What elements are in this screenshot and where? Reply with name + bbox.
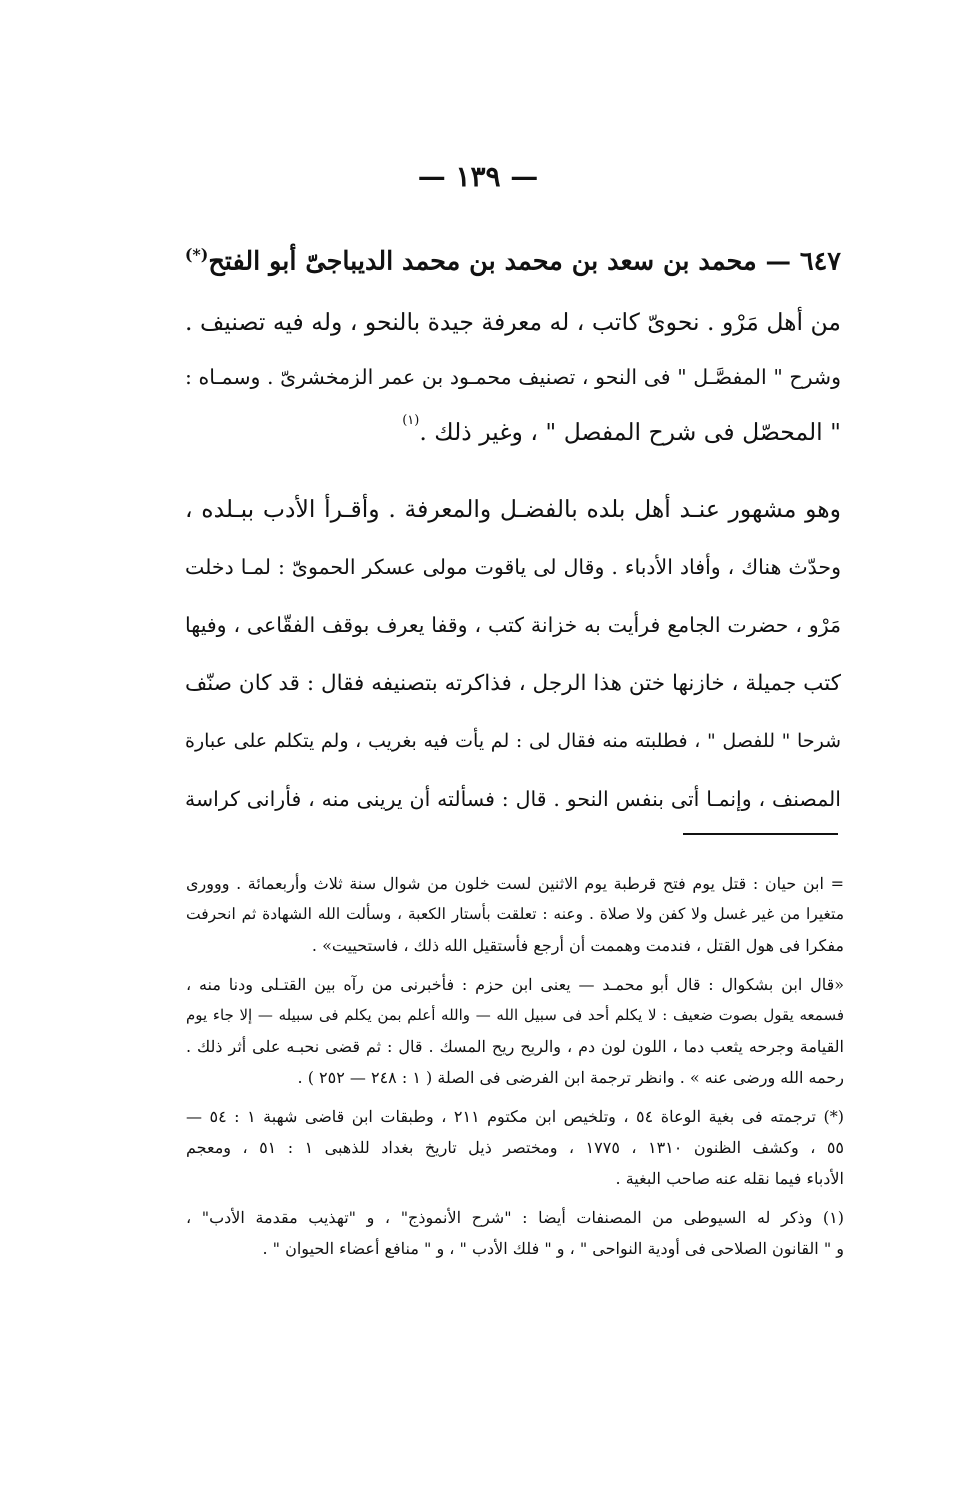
entry-heading-text: ٦٤٧ — محمد بن سعد بن محمد بن محمد الديباجىّ أبو الفتح bbox=[208, 246, 841, 277]
footnote-separator bbox=[683, 833, 838, 835]
footnote-continued bbox=[186, 868, 844, 961]
footnote-line: و " القانون الصلاحى فى أودية النواحى " ، و " فلك الأدب " ، و " منافع أعضاء الحيوان " . bbox=[262, 1239, 844, 1258]
footnote-line: ٥٥ ، وكشف الظنون ١٣١٠ ، ١٧٧٥ ، ومختصر ذيل تاريخ بغداد للذهبى ١ : ٥١ ، ومعجم bbox=[186, 1138, 845, 1157]
footnote-1 bbox=[186, 1202, 844, 1264]
paragraph-2-line: وهو مشهور عنـد أهل بلده بالفضـل والمعرفة . وأقـرأ الأدب ببـلده ، bbox=[185, 494, 841, 523]
footnotes bbox=[186, 868, 844, 1272]
footnote-line: = ابن حيان : قتل يوم فتح قرطبة يوم الاثنين لست خلون من شوال سنة ثلاث وأربعمائة . ووورى bbox=[186, 874, 844, 893]
paragraph-1-last-text: " المحصّل فى شرح المفصل " ، وغير ذلك . bbox=[419, 417, 841, 446]
footnote-line: (*) ترجمته فى بغية الوعاة ٥٤ ، وتلخيص ابن مكتوم ٢١١ ، وطبقات ابن قاضى شهبة ١ : ٥٤ — bbox=[186, 1107, 844, 1126]
footnote-line: فسمعه يقول بصوت ضعيف : لا يكلم أحد فى سبيل الله — والله أعلم بمن يكلم فى سبيله — إلا جاء يوم bbox=[186, 1006, 844, 1024]
page-number: — ١٣٩ — bbox=[417, 160, 539, 193]
main-text bbox=[185, 230, 841, 830]
heading-footnote-marker: (*) bbox=[184, 245, 209, 264]
paragraph-2-line: كتب جميلة ، خازنها ختن هذا الرجل ، فذاكرته بتصنيفه فقال : قد كان صنّف bbox=[185, 670, 841, 696]
footnote-line: مفكرا فى هول القتل ، فندمت وهممت أن أرجع فأستقيل الله ذلك ، فاستحييت» . bbox=[311, 936, 844, 955]
paragraph-2-line: المصنف ، وإنمـا أتى بنفس النحو . قال : فسألته أن يرينى منه ، فأرانى كراسة bbox=[185, 786, 841, 811]
paragraph-2-line: وحدّث هناك ، وأفاد الأدباء . وقال لى ياقوت مولى عسكر الحموىّ : لمـا دخلت bbox=[185, 554, 841, 579]
footnote-line: رحمه الله ورضى عنه » . وانظر ترجمة ابن الفرضى فى الصلة ( ١ : ٢٤٨ — ٢٥٢ ) . bbox=[297, 1068, 844, 1087]
footnote-line: القيامة وجرحه يثعب دما ، اللون لون دم ، والريح ريح المسك . قال : ثم قضى نحبـه على أثر ذلك . bbox=[186, 1037, 844, 1056]
paragraph-1-line bbox=[185, 405, 841, 460]
paragraph-1-line: وشرح " المفصَّـل " فى النحو ، تصنيف محمـود بن عمر الزمخشرىّ . وسمـاه : bbox=[185, 364, 841, 389]
paragraph-2-line: شرحا " للفصل " ، فطلبته منه فقال لى : لم يأت فيه بغريب ، ولم يتكلم على عبارة bbox=[185, 729, 841, 752]
entry-heading bbox=[185, 230, 841, 287]
paragraph-2 bbox=[185, 482, 841, 830]
footnote-line: متغيرا من غير غسل ولا كفن ولا صلاة . وعنه : تعلقت بأستار الكعبة ، وسألت الله الشهادة ثم انحرفت bbox=[186, 905, 844, 923]
footnote-star bbox=[186, 1101, 844, 1194]
paragraph-1-line: من أهل مَرْو . نحوىّ كاتب ، له معرفة جيدة بالنحو ، وله فيه تصنيف . bbox=[185, 307, 841, 336]
paragraph-2-line: مَرْو ، حضرت الجامع فرأيت به خزانة كتب ، وقفا يعرف بوقف الفقّاعى ، وفيها bbox=[185, 612, 841, 637]
footnote-ibn-bashkuwal bbox=[186, 969, 844, 1093]
footnote-line: «قال ابن بشكوال : قال أبو محمـد — يعنى ابن حزم : فأخبرنى من رآه بين القتـلى ودنا منه ، bbox=[186, 975, 845, 994]
paragraph-1 bbox=[185, 295, 841, 460]
footnote-marker-1: (١) bbox=[402, 412, 420, 428]
footnote-line: الأدباء فيما نقله عنه صاحب البغية . bbox=[615, 1169, 844, 1188]
footnote-line: (١) وذكر له السيوطى من المصنفات أيضا : "شرح الأنموذج" ، و "تهذيب مقدمة الأدب" ، bbox=[186, 1208, 844, 1227]
